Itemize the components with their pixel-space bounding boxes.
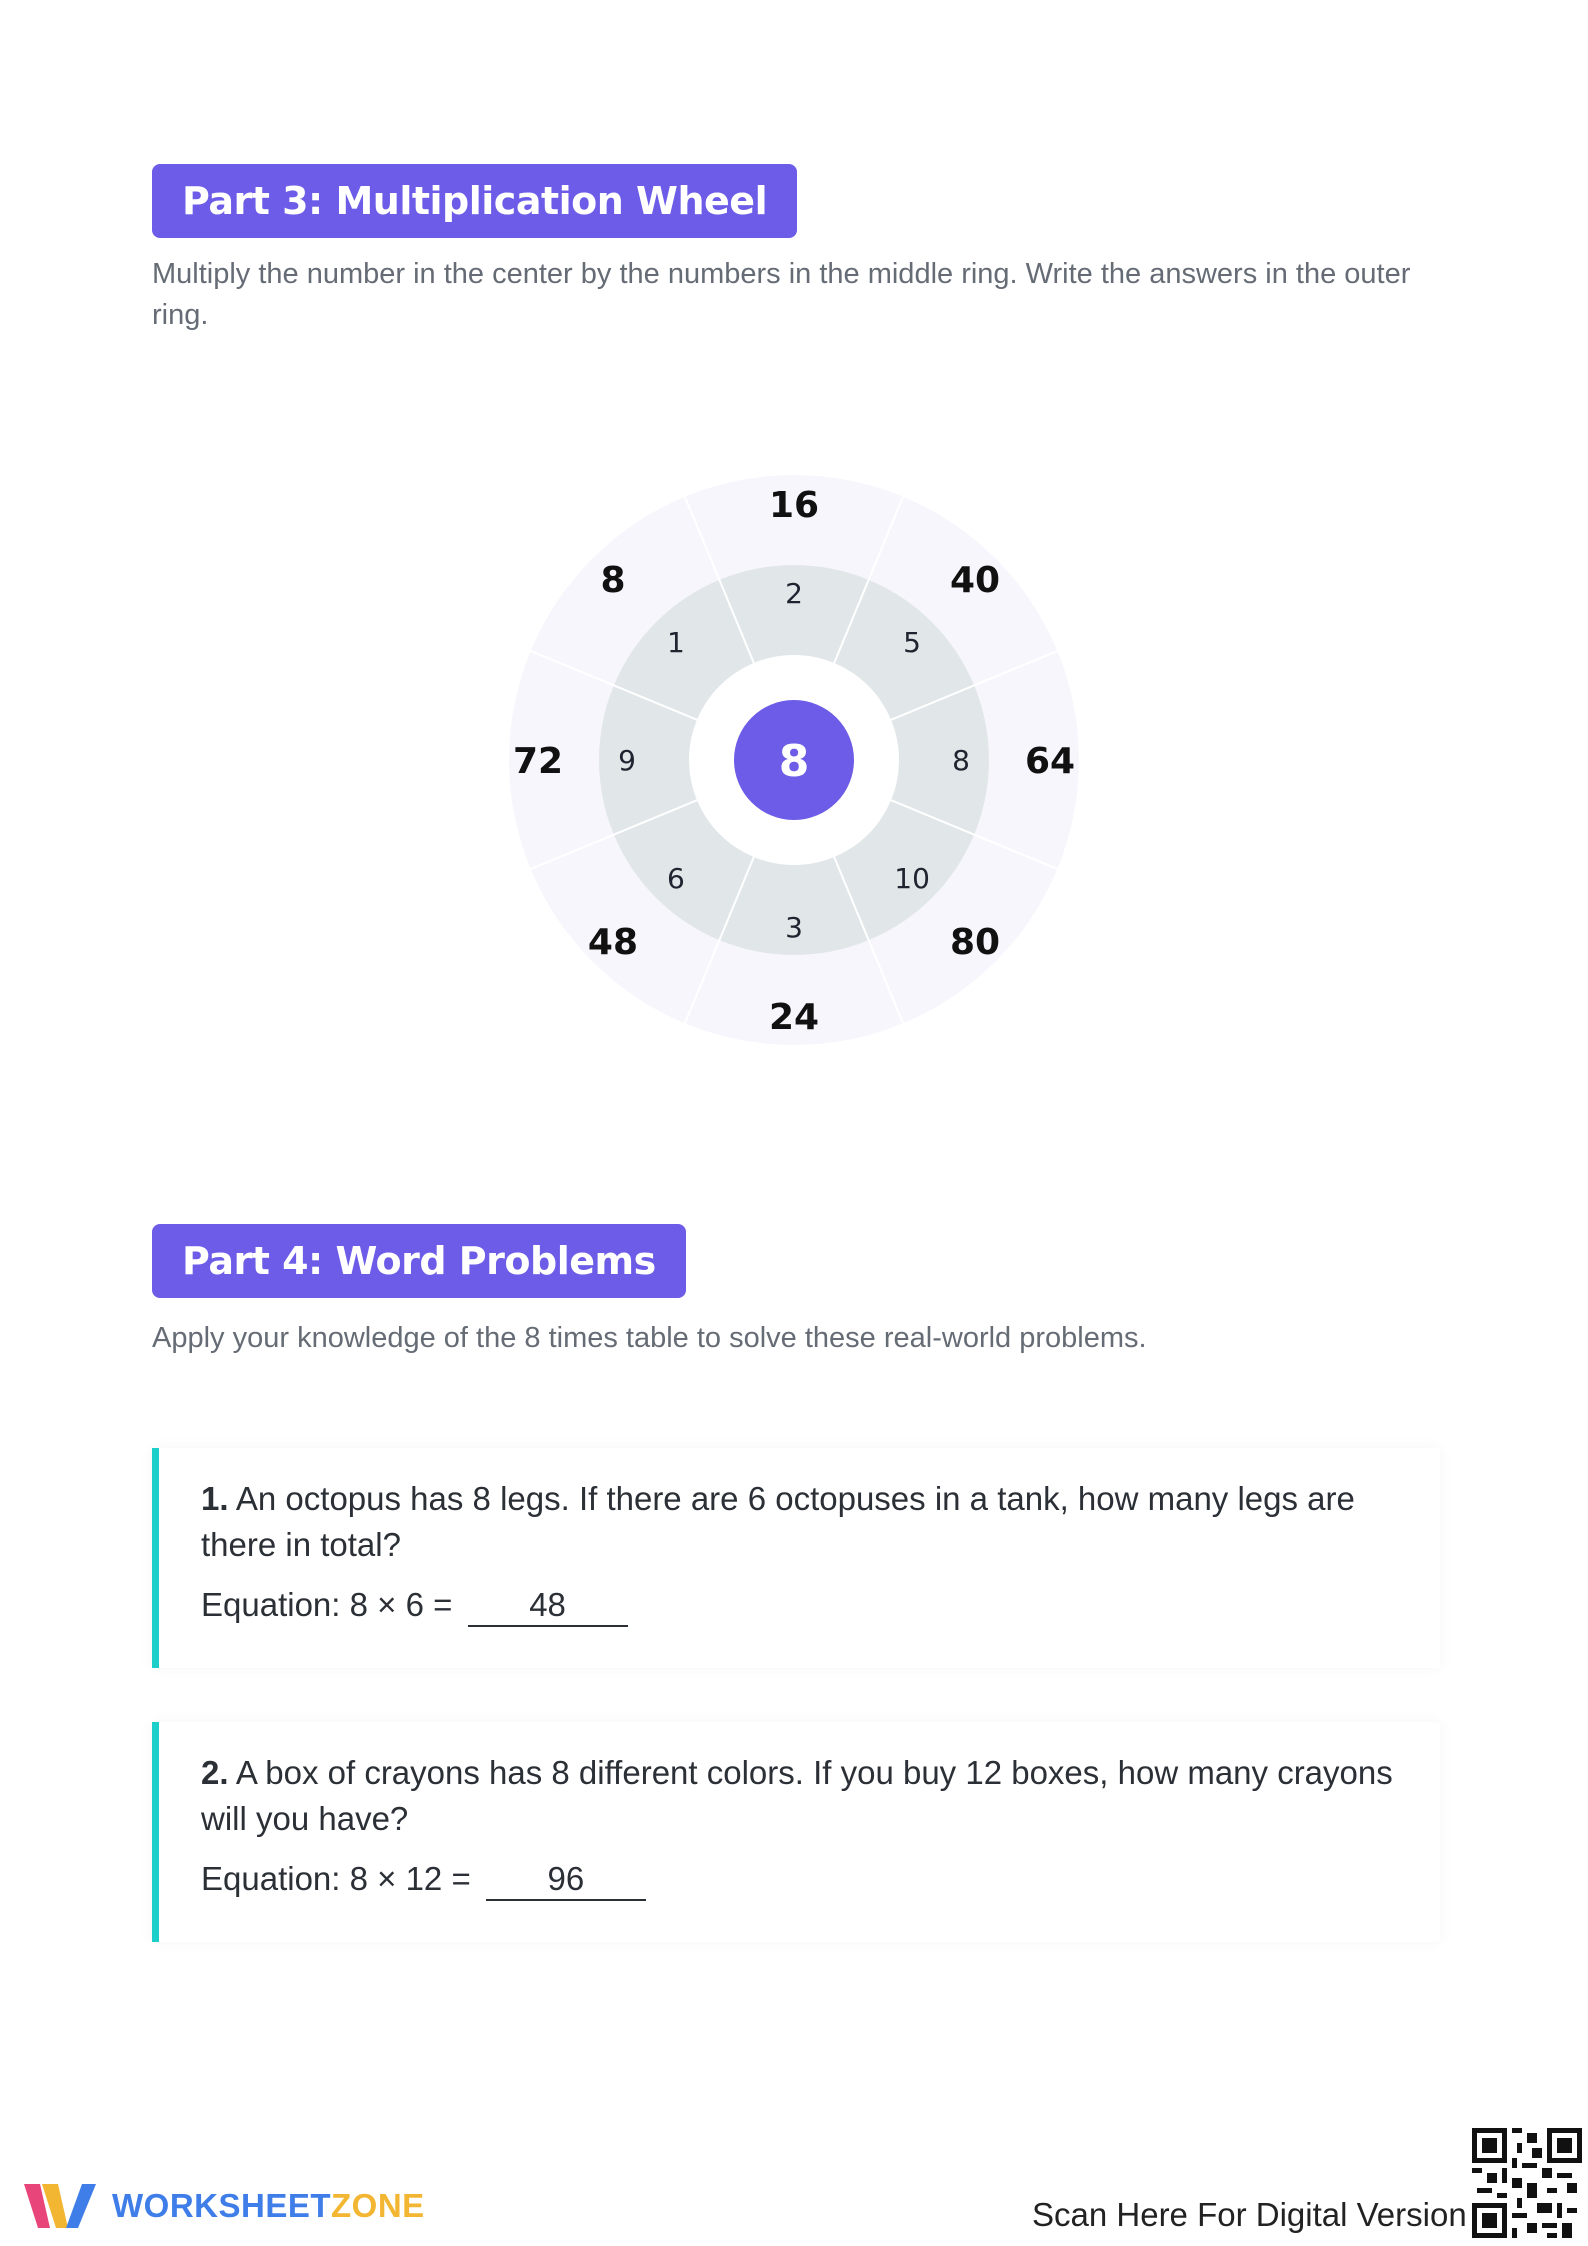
brand-name: WORKSHEETZONE bbox=[112, 2187, 425, 2224]
multiplication-wheel bbox=[504, 470, 1084, 1050]
problem-text: An octopus has 8 legs. If there are 6 octopuses in a tank, how many legs are there in total? bbox=[201, 1480, 1355, 1563]
problem-number: 1. bbox=[201, 1480, 229, 1517]
outer-ring-answer[interactable]: 24 bbox=[768, 997, 820, 1038]
answer-field[interactable]: 48 bbox=[468, 1585, 628, 1627]
part4-instructions: Apply your knowledge of the 8 times table to solve these real-world problems. bbox=[152, 1322, 1147, 1354]
equation-label: Equation: 8 × 12 = bbox=[201, 1860, 471, 1897]
middle-ring-number: 6 bbox=[666, 862, 685, 896]
outer-ring-answer[interactable]: 8 bbox=[600, 559, 626, 601]
word-problem-1 bbox=[152, 1448, 1440, 1668]
middle-ring-number: 3 bbox=[785, 911, 803, 944]
problem-question bbox=[201, 1476, 1400, 1568]
equation-row bbox=[201, 1582, 1400, 1628]
outer-ring-answer[interactable]: 72 bbox=[512, 741, 564, 782]
problem-question bbox=[201, 1750, 1400, 1842]
outer-ring-answer[interactable]: 48 bbox=[587, 922, 639, 964]
middle-ring-number: 8 bbox=[952, 744, 970, 777]
problem-number: 2. bbox=[201, 1754, 229, 1791]
logo-w-icon bbox=[20, 2178, 98, 2234]
equation-row bbox=[201, 1856, 1400, 1902]
middle-ring-number: 5 bbox=[903, 625, 922, 659]
qr-code-icon[interactable] bbox=[1472, 2128, 1582, 2238]
middle-ring-number: 10 bbox=[894, 862, 930, 896]
middle-ring-number: 2 bbox=[785, 577, 803, 610]
scan-instruction: Scan Here For Digital Version bbox=[1032, 2196, 1467, 2233]
word-problem-2 bbox=[152, 1722, 1440, 1942]
equation-label: Equation: 8 × 6 = bbox=[201, 1586, 453, 1623]
answer-field[interactable]: 96 bbox=[486, 1859, 646, 1901]
middle-ring-number: 1 bbox=[666, 625, 685, 659]
middle-ring-number: 9 bbox=[618, 744, 636, 777]
outer-ring-answer[interactable]: 64 bbox=[1024, 741, 1076, 782]
worksheetzone-logo[interactable] bbox=[20, 2178, 425, 2234]
outer-ring-answer[interactable]: 80 bbox=[949, 922, 1001, 964]
center-number: 8 bbox=[778, 736, 810, 787]
outer-ring-answer[interactable]: 16 bbox=[768, 485, 820, 526]
outer-ring-answer[interactable]: 40 bbox=[949, 559, 1001, 601]
part3-instructions: Multiply the number in the center by the numbers in the middle ring. Write the answers in the outer ring. bbox=[152, 258, 1411, 331]
part3-title: Part 3: Multiplication Wheel bbox=[152, 164, 797, 238]
part4-title: Part 4: Word Problems bbox=[152, 1224, 686, 1298]
problem-text: A box of crayons has 8 different colors. If you buy 12 boxes, how many crayons will you have? bbox=[201, 1754, 1393, 1837]
